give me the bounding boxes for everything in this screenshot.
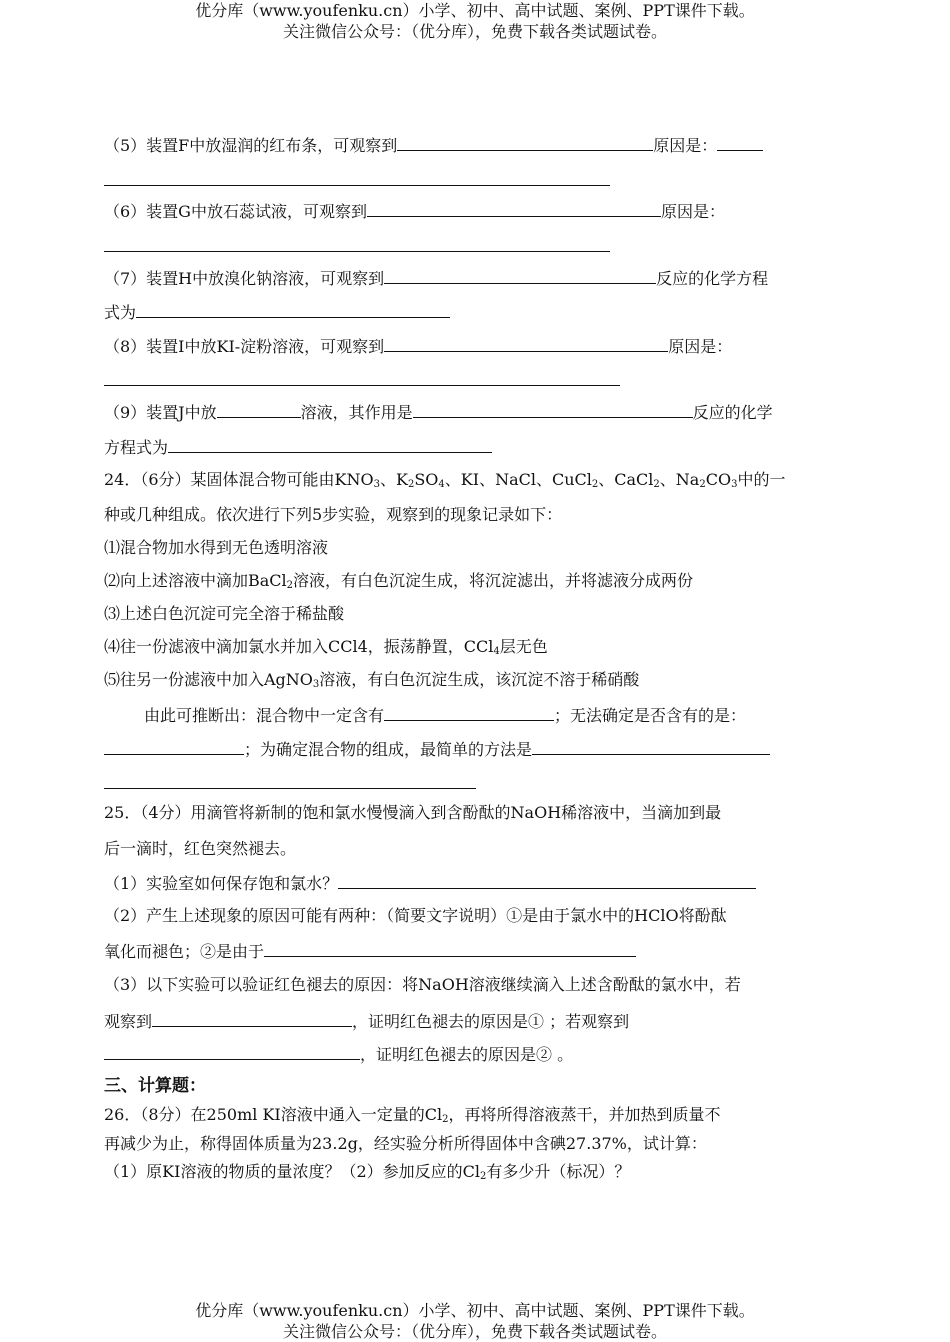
subscript: 3: [373, 479, 380, 490]
q25-part-1: [104, 871, 756, 895]
section-title-calculation: 三、计算题：: [104, 1076, 206, 1096]
question-7: [104, 266, 768, 290]
q24-answer-line[interactable]: [104, 788, 476, 789]
q24-text: 24．（6分）某固体混合物可能由KNO: [104, 470, 374, 489]
q25-part-3-line-1: （3）以下实验可以验证红色褪去的原因：将NaOH溶液继续滴入上述含酚酞的氯水中，若: [104, 975, 741, 994]
q5-text: （5）装置F中放湿润的红布条，可观察到: [104, 136, 398, 155]
q6-blank-observe[interactable]: [367, 199, 661, 217]
q24-step-5: [104, 669, 639, 696]
q8-reason-label: 原因是：: [668, 337, 733, 356]
q24-text: SO: [414, 470, 439, 489]
question-8: [104, 334, 732, 358]
question-25-line-1: 25．（4分）用滴管将新制的饱和氯水慢慢滴入到含酚酞的NaOH稀溶液中，当滴加到最: [104, 803, 722, 822]
q9-blank-purpose[interactable]: [413, 400, 693, 418]
q8-answer-line[interactable]: [104, 385, 620, 386]
q24-step-4: [104, 636, 548, 663]
subscript: 3: [312, 679, 320, 690]
subscript: 4: [438, 479, 445, 490]
q7-blank-equation[interactable]: [136, 300, 450, 318]
header-line-2: 关注微信公众号：（优分库），免费下载各类试题试卷。: [282, 22, 667, 41]
question-25-line-2: 后一滴时，红色突然褪去。: [104, 839, 297, 858]
q26-text: ，再将所得溶液蒸干，并加热到质量不: [448, 1105, 721, 1124]
q25-blank-storage[interactable]: [338, 871, 756, 889]
q25-part-2-text: 氧化而褪色；②是由于: [104, 942, 265, 961]
q25-part-2-line-2: [104, 939, 636, 963]
q24-text: 、Na: [659, 470, 700, 489]
q6-answer-line[interactable]: [104, 251, 610, 252]
q24-text: 、K: [380, 470, 408, 489]
q24-step-2: [104, 570, 693, 597]
q9-blank-solution[interactable]: [217, 400, 301, 418]
q24-text: 、KI、NaCl、CuCl: [444, 470, 592, 489]
q24-step-5-text: ⑸往另一份滤液中加入AgNO: [104, 670, 313, 689]
q5-blank-reason[interactable]: [717, 133, 763, 151]
question-24-line-1: [104, 469, 785, 496]
subscript: 2: [653, 479, 660, 490]
q25-blank-reason-2[interactable]: [264, 939, 636, 957]
q24-step-4-text: 层无色: [499, 637, 548, 656]
question-26-line-1: [104, 1104, 720, 1131]
q25-part-2-line-1: （2）产生上述现象的原因可能有两种：（简要文字说明）①是由于氯水中的HClO将酚酞: [104, 906, 727, 925]
page-footer: [0, 1300, 950, 1342]
q24-step-2-text: 溶液，有白色沉淀生成，将沉淀滤出，并将滤液分成两份: [293, 571, 694, 590]
subscript: 2: [407, 479, 415, 490]
q7-equation-label: 反应的化学方程: [656, 269, 769, 288]
q26-text: 有多少升（标况）？: [486, 1162, 631, 1181]
q7-text: （7）装置H中放溴化钠溶液，可观察到: [104, 269, 385, 288]
q8-blank-observe[interactable]: [384, 334, 668, 352]
q25-part-1-text: （1）实验室如何保存饱和氯水？: [104, 874, 339, 893]
q7-blank-observe[interactable]: [384, 266, 656, 284]
q7-equation-prefix: 式为: [104, 303, 137, 322]
q9-purpose-label: 溶液，其作用是: [300, 403, 413, 422]
q25-blank-observe-2[interactable]: [104, 1042, 360, 1060]
q25-part-3-text: ，证明红色褪去的原因是② 。: [360, 1045, 574, 1064]
question-9: [104, 400, 773, 424]
q25-part-3-text: ，证明红色褪去的原因是① ；若观察到: [352, 1012, 630, 1031]
q25-part-3-line-2: [104, 1009, 629, 1033]
header-line-1: 优分库（www.youfenku.cn）小学、初中、高中试题、案例、PPT课件下载。: [195, 1, 755, 20]
question-6: [104, 199, 725, 223]
q24-conclusion-1: [144, 703, 746, 727]
q24-blank-method[interactable]: [532, 737, 770, 755]
q24-conclusion-text: ；无法确定是否含有的是：: [554, 706, 747, 725]
q9-blank-equation[interactable]: [168, 435, 492, 453]
footer-line-1: 优分库（www.youfenku.cn）小学、初中、高中试题、案例、PPT课件下载。: [195, 1301, 755, 1320]
question-7-line-2: [104, 300, 450, 324]
q24-conclusion-2: [104, 737, 770, 761]
q24-step-1: ⑴混合物加水得到无色透明溶液: [104, 538, 329, 557]
q24-blank-uncertain[interactable]: [104, 737, 244, 755]
q8-text: （8）装置I中放KI-淀粉溶液，可观察到: [104, 337, 385, 356]
subscript: 2: [699, 479, 706, 490]
q9-equation-prefix: 方程式为: [104, 438, 169, 457]
subscript: 4: [493, 646, 500, 657]
q24-text: 中的一: [737, 470, 786, 489]
q26-text: 26．（8分）在250ml KI溶液中通入一定量的Cl: [104, 1105, 443, 1124]
question-5: [104, 133, 763, 157]
subscript: 2: [591, 479, 599, 490]
q24-step-3: ⑶上述白色沉淀可完全溶于稀盐酸: [104, 604, 345, 623]
q9-text: （9）装置J中放: [104, 403, 217, 422]
question-9-line-2: [104, 435, 492, 459]
q26-text: （1）原KI溶液的物质的量浓度？（2）参加反应的Cl: [104, 1162, 480, 1181]
q24-blank-definite[interactable]: [384, 703, 554, 721]
footer-line-2: 关注微信公众号：（优分库），免费下载各类试题试卷。: [282, 1322, 667, 1341]
q24-conclusion-text: 由此可推断出：混合物中一定含有: [144, 706, 385, 725]
q6-reason-label: 原因是：: [660, 202, 725, 221]
question-26-line-3: [104, 1161, 630, 1188]
q25-part-3-line-3: [104, 1042, 573, 1066]
q24-text: 、CaCl: [598, 470, 654, 489]
q24-text: CO: [705, 470, 732, 489]
subscript: 2: [286, 580, 294, 591]
subscript: 2: [442, 1114, 449, 1125]
q24-step-5-text: 溶液，有白色沉淀生成，该沉淀不溶于稀硝酸: [319, 670, 640, 689]
q24-step-4-text: ⑷往一份滤液中滴加氯水并加入CCl4，振荡静置，CCl: [104, 637, 494, 656]
page-header: [0, 0, 950, 42]
q5-reason-label: 原因是：: [653, 136, 718, 155]
subscript: 2: [480, 1171, 487, 1182]
q25-blank-observe-1[interactable]: [152, 1009, 352, 1027]
q24-conclusion-text: ；为确定混合物的组成，最简单的方法是: [244, 740, 533, 759]
question-26-line-2: 再减少为止，称得固体质量为23.2g，经实验分析所得固体中含碘27.37%，试计算：: [104, 1134, 707, 1153]
q5-blank-observe[interactable]: [397, 133, 653, 151]
q25-part-3-text: 观察到: [104, 1012, 153, 1031]
q9-equation-label: 反应的化学: [692, 403, 773, 422]
subscript: 3: [731, 479, 738, 490]
q5-answer-line[interactable]: [104, 185, 610, 186]
q6-text: （6）装置G中放石蕊试液，可观察到: [104, 202, 367, 221]
question-24-line-2: 种或几种组成。依次进行下列5步实验，观察到的现象记录如下：: [104, 505, 563, 524]
q24-step-2-text: ⑵向上述溶液中滴加BaCl: [104, 571, 287, 590]
